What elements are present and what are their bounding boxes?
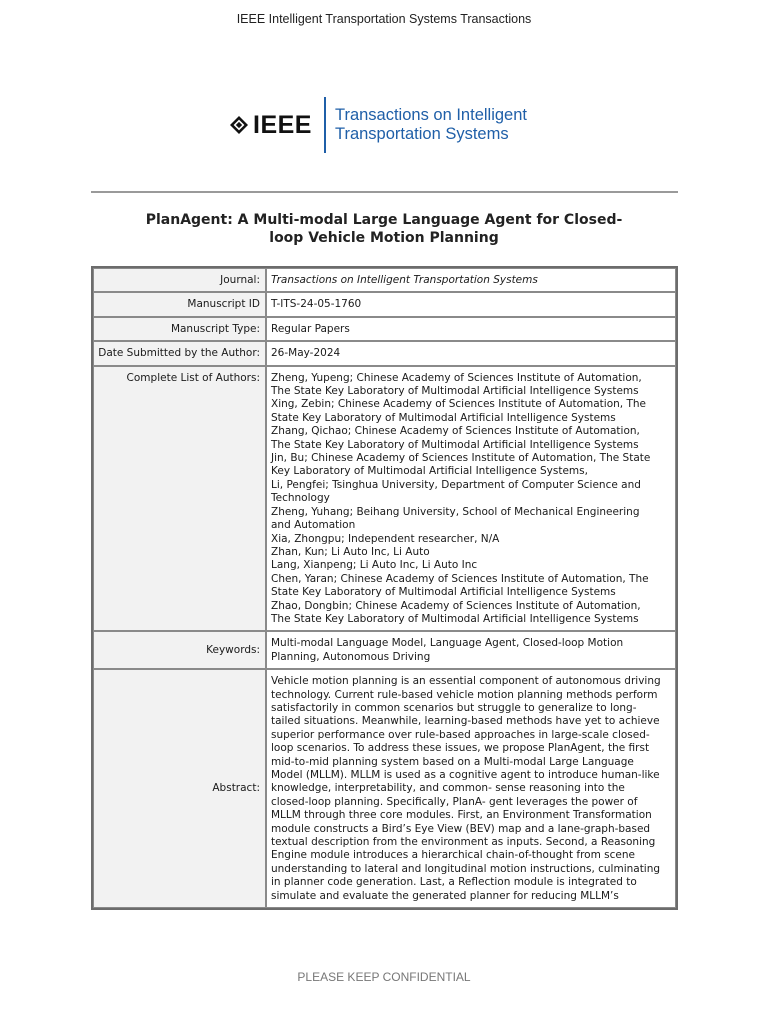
author-text-line: Xing, Zebin; Chinese Academy of Sciences Institute of Automation, The [271, 398, 646, 411]
logo-journal-name [335, 106, 527, 144]
paper-title-line-2: loop Vehicle Motion Planning [269, 230, 499, 246]
ieee-wordmark: IEEE [253, 110, 312, 139]
author-text-line: Lang, Xianpeng; Li Auto Inc, Li Auto Inc [271, 559, 478, 572]
manuscript-id-value: T-ITS-24-05-1760 [266, 292, 676, 316]
journal-logo [230, 96, 527, 154]
ieee-diamond-icon [230, 116, 248, 134]
manuscript-id-label: Manuscript ID [93, 292, 266, 316]
abstract-text-line: mid-to-mid planning system based on a Multi-modal Large Language [271, 755, 634, 768]
authors-row [93, 366, 676, 632]
abstract-text-line: simulate and evaluate the generated planner for reducing MLLM’s [271, 889, 619, 902]
abstract-text-line: Model (MLLM). MLLM is used as a cognitive agent to introduce human-like [271, 769, 660, 781]
date-submitted-row [93, 341, 676, 365]
abstract-label: Abstract: [93, 669, 266, 908]
authors-value [266, 366, 676, 632]
paper-title [120, 211, 648, 247]
journal-row [93, 268, 676, 292]
abstract-text-line: tailed situations. Meanwhile, learning-based methods have yet to achieve [271, 715, 660, 728]
ieee-logo-mark [230, 111, 312, 140]
author-text-line: Xia, Zhongpu; Independent researcher, N/A [271, 532, 500, 545]
abstract-text-line: satisfactorily in common scenarios but struggle to generalize to long- [271, 701, 637, 714]
abstract-value [266, 669, 676, 908]
author-text-line: The State Key Laboratory of Multimodal Artificial Intelligence Systems [271, 385, 639, 398]
author-text-line: Jin, Bu; Chinese Academy of Sciences Institute of Automation, The State [271, 452, 651, 465]
author-text-line: Zheng, Yupeng; Chinese Academy of Sciences Institute of Automation, [271, 371, 642, 384]
header-rule [91, 191, 678, 193]
author-text-line: The State Key Laboratory of Multimodal Artificial Intelligence Systems [271, 438, 639, 451]
authors-label: Complete List of Authors: [93, 366, 266, 632]
journal-label: Journal: [93, 268, 266, 292]
abstract-text-line: module constructs a Bird’s Eye View (BEV) map and a lane-graph-based [271, 822, 651, 835]
manuscript-id-row [93, 292, 676, 316]
confidential-footer: PLEASE KEEP CONFIDENTIAL [297, 970, 471, 984]
abstract-text-line: closed-loop planning. Specifically, PlanA- gent leverages the power of [271, 795, 638, 808]
abstract-text-line: loop scenarios. To address these issues, we propose PlanAgent, the first [271, 742, 650, 755]
abstract-text-line: technology. Current rule-based vehicle motion planning methods perform [271, 688, 658, 701]
keywords-label: Keywords: [93, 631, 266, 669]
author-text-line: and Automation [271, 519, 356, 532]
abstract-row [93, 669, 676, 908]
journal-value: Transactions on Intelligent Transportation Systems [266, 268, 676, 292]
author-text-line: State Key Laboratory of Multimodal Artificial Intelligence Systems [271, 586, 616, 599]
author-text-line: Zhan, Kun; Li Auto Inc, Li Auto [271, 545, 430, 558]
date-submitted-value: 26-May-2024 [266, 341, 676, 365]
abstract-text-line: superior performance over rule-based approaches in large-scale closed- [271, 728, 650, 741]
abstract-text-line: Engine module introduces a hierarchical chain-of-thought from scene [271, 849, 635, 862]
date-submitted-label: Date Submitted by the Author: [93, 341, 266, 365]
abstract-text-line: understanding to lateral and longitudinal motion instructions, culminating [271, 862, 661, 875]
author-text-line: Zhao, Dongbin; Chinese Academy of Sciences Institute of Automation, [271, 599, 641, 612]
keywords-text-line: Multi-modal Language Model, Language Agent, Closed-loop Motion [271, 637, 624, 650]
manuscript-info-table [91, 266, 678, 910]
keywords-row [93, 631, 676, 669]
author-text-line: Li, Pengfei; Tsinghua University, Department of Computer Science and [271, 478, 641, 491]
logo-divider [324, 97, 326, 153]
keywords-value [266, 631, 676, 669]
abstract-text-line: knowledge, interpretability, and common- sense reasoning into the [271, 782, 625, 795]
author-text-line: Zheng, Yuhang; Beihang University, School of Mechanical Engineering [271, 505, 640, 518]
abstract-text-line: in planner code generation. Last, a Reflection module is integrated to [271, 876, 637, 889]
author-text-line: Technology [271, 492, 330, 505]
author-text-line: Chen, Yaran; Chinese Academy of Sciences Institute of Automation, The [271, 572, 649, 585]
running-header: IEEE Intelligent Transportation Systems Transactions [236, 12, 532, 26]
logo-line-1: Transactions on Intelligent [334, 106, 527, 124]
author-text-line: The State Key Laboratory of Multimodal Artificial Intelligence Systems [271, 612, 639, 625]
abstract-text-line: textual description from the environment as inputs. Second, a Reasoning [271, 836, 656, 849]
logo-line-2: Transportation Systems [334, 125, 509, 143]
manuscript-type-value: Regular Papers [266, 317, 676, 341]
author-text-line: Zhang, Qichao; Chinese Academy of Sciences Institute of Automation, [271, 425, 640, 438]
paper-title-line-1: PlanAgent: A Multi-modal Large Language Agent for Closed- [145, 212, 623, 228]
author-text-line: State Key Laboratory of Multimodal Artificial Intelligence Systems [271, 411, 616, 424]
manuscript-type-label: Manuscript Type: [93, 317, 266, 341]
keywords-text-line: Planning, Autonomous Driving [271, 650, 431, 663]
manuscript-type-row [93, 317, 676, 341]
author-text-line: Key Laboratory of Multimodal Artificial Intelligence Systems, [271, 465, 588, 478]
abstract-text-line: MLLM through three core modules. First, an Environment Transformation [271, 809, 652, 822]
abstract-text-line: Vehicle motion planning is an essential component of autonomous driving [271, 675, 661, 688]
